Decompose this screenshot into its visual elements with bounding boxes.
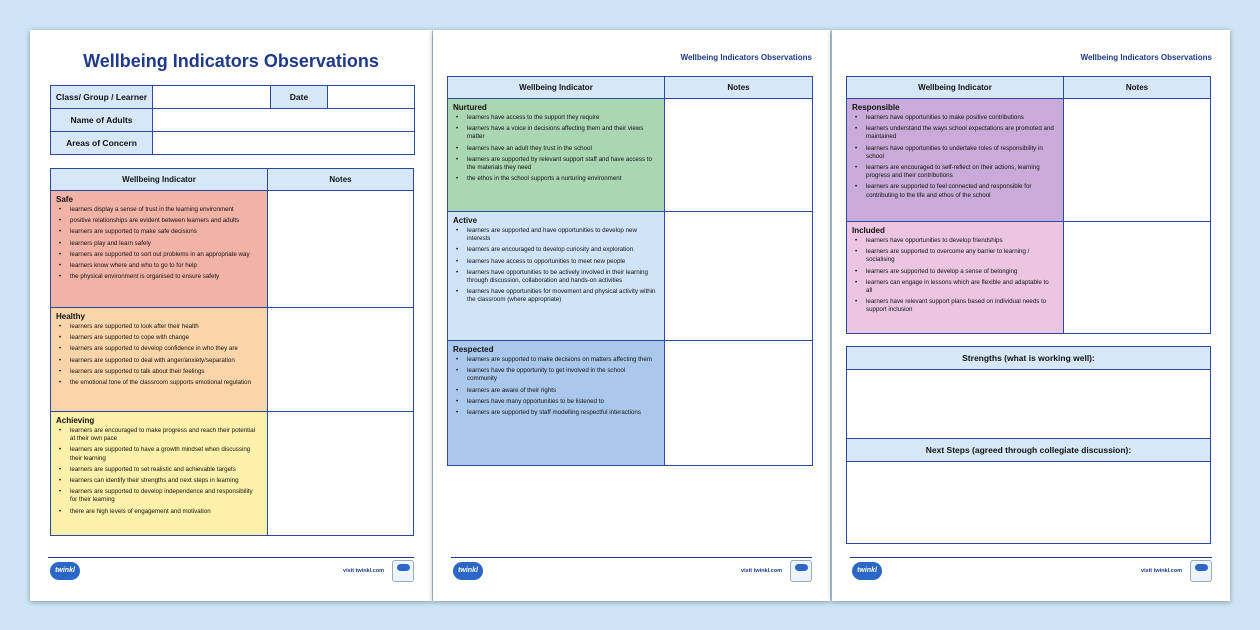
- indicator-header: Wellbeing Indicator: [448, 77, 665, 99]
- indicator-name: Healthy: [56, 312, 85, 321]
- indicator-content: [51, 191, 267, 281]
- indicator-list: [453, 227, 660, 305]
- list-item: • learners are encouraged to develop curiosity and exploration: [453, 246, 660, 254]
- list-item: • learners are encouraged to make progress and reach their potential at their own pace: [56, 427, 263, 443]
- notes-header: Notes: [665, 77, 813, 99]
- list-item: • positive relationships are evident between learners and adults: [56, 217, 263, 225]
- indicator-table: [846, 76, 1211, 334]
- list-item: • learners play and learn safely: [56, 240, 263, 248]
- indicator-table: [447, 76, 813, 466]
- header-title: Wellbeing Indicators Observations: [1080, 53, 1212, 62]
- indicator-cell: [51, 308, 268, 412]
- list-item: • learners are supported to make decisions on matters affecting them: [453, 356, 660, 364]
- list-item: • learners are supported to feel connected and responsible for contributing to the life and ethos of the school: [852, 183, 1059, 199]
- indicator-content: [448, 99, 664, 183]
- notes-header: Notes: [1064, 77, 1211, 99]
- concern-label: Areas of Concern: [51, 132, 153, 155]
- indicator-header: Wellbeing Indicator: [847, 77, 1064, 99]
- list-item: • the physical environment is organised to ensure safety: [56, 273, 263, 281]
- list-item: • learners are supported to set realistic and achievable targets: [56, 466, 263, 474]
- list-item: • learners have a voice in decisions affecting them and their views matter: [453, 125, 660, 141]
- list-item: • learners are supported to develop confidence in who they are: [56, 345, 263, 353]
- date-label: Date: [271, 86, 328, 109]
- indicator-content: [448, 212, 664, 305]
- list-item: • learners have the opportunity to get involved in the school community: [453, 367, 660, 383]
- indicator-name: Included: [852, 226, 885, 235]
- next-steps-field[interactable]: [847, 462, 1211, 544]
- indicator-row-nurtured: [448, 99, 813, 212]
- list-item: • learners are encouraged to self-reflect on their actions, learning progress and their contributions: [852, 164, 1059, 180]
- list-item: • learners have relevant support plans based on individual needs to support inclusion: [852, 298, 1059, 314]
- list-item: • learners are aware of their rights: [453, 387, 660, 395]
- indicator-name: Safe: [56, 195, 73, 204]
- quality-badge-icon: [1190, 560, 1212, 582]
- indicator-content: [51, 412, 267, 516]
- notes-field[interactable]: [665, 212, 813, 341]
- document-title: Wellbeing Indicators Observations: [83, 51, 379, 71]
- list-item: • learners have opportunities to undertake roles of responsibility in school: [852, 145, 1059, 161]
- adults-field[interactable]: [153, 109, 415, 132]
- indicator-list: [453, 114, 660, 183]
- quality-badge-icon: [790, 560, 812, 582]
- list-item: • learners have opportunities to make positive contributions: [852, 114, 1059, 122]
- indicator-row-responsible: [847, 99, 1211, 222]
- indicator-row-healthy: [51, 308, 414, 412]
- list-item: • learners are supported to look after their health: [56, 323, 263, 331]
- indicator-row-included: [847, 222, 1211, 334]
- list-item: • learners have opportunities for movement and physical activity within the classroom (where appropriate): [453, 288, 660, 304]
- list-item: • learners have opportunities to be actively involved in their learning through discussion, collaboration and hands-on activities: [453, 269, 660, 285]
- indicator-content: [847, 222, 1063, 315]
- indicator-list: [453, 356, 660, 417]
- list-item: • learners are supported to have a growth mindset when discussing their learning: [56, 446, 263, 462]
- list-item: • learners are supported to develop independence and responsibility for their learning: [56, 488, 263, 504]
- list-item: • learners are supported to deal with anger/anxiety/separation: [56, 357, 263, 365]
- footer-divider: [48, 557, 414, 558]
- list-item: • there are high levels of engagement and motivation: [56, 508, 263, 516]
- strengths-next-steps-table: [846, 346, 1211, 544]
- indicator-cell: [448, 341, 665, 466]
- indicator-cell: [448, 99, 665, 212]
- info-table: [50, 85, 415, 155]
- indicator-content: [847, 99, 1063, 200]
- class-label: Class/ Group / Learner: [51, 86, 153, 109]
- concern-field[interactable]: [153, 132, 415, 155]
- footer-divider: [451, 557, 812, 558]
- next-steps-label: Next Steps (agreed through collegiate discussion):: [847, 439, 1211, 462]
- footer-divider: [850, 557, 1212, 558]
- list-item: • learners have opportunities to develop friendships: [852, 237, 1059, 245]
- date-field[interactable]: [328, 86, 415, 109]
- page-1: [30, 30, 432, 601]
- page-3: [832, 30, 1230, 601]
- header-title: Wellbeing Indicators Observations: [680, 53, 812, 62]
- list-item: • learners have an adult they trust in the school: [453, 145, 660, 153]
- list-item: • learners are supported to cope with change: [56, 334, 263, 342]
- indicator-cell: [847, 99, 1064, 222]
- list-item: • learners can identify their strengths and next steps in learning: [56, 477, 263, 485]
- notes-field[interactable]: [268, 308, 414, 412]
- visit-link[interactable]: visit twinkl.com: [1141, 568, 1182, 574]
- header-row: [51, 169, 414, 191]
- indicator-row-active: [448, 212, 813, 341]
- list-item: • learners are supported to make safe decisions: [56, 228, 263, 236]
- indicator-name: Achieving: [56, 416, 95, 425]
- list-item: • learners have many opportunities to be listened to: [453, 398, 660, 406]
- indicator-header: Wellbeing Indicator: [51, 169, 268, 191]
- indicator-cell: [51, 191, 268, 308]
- indicator-content: [51, 308, 267, 387]
- strengths-field[interactable]: [847, 370, 1211, 439]
- indicator-name: Responsible: [852, 103, 900, 112]
- visit-link[interactable]: visit twinkl.com: [343, 568, 384, 574]
- list-item: • learners can engage in lessons which are flexible and adaptable to all: [852, 279, 1059, 295]
- notes-field[interactable]: [1064, 99, 1211, 222]
- indicator-list: [56, 206, 263, 281]
- list-item: • the emotional tone of the classroom supports emotional regulation: [56, 379, 263, 387]
- strengths-label: Strengths (what is working well):: [847, 347, 1211, 370]
- page-2: [433, 30, 830, 601]
- quality-badge-icon: [392, 560, 414, 582]
- twinkl-logo: twinkl: [852, 562, 882, 580]
- list-item: • learners are supported to overcome any barrier to learning / socialising: [852, 248, 1059, 264]
- list-item: • learners display a sense of trust in the learning environment: [56, 206, 263, 214]
- indicator-name: Nurtured: [453, 103, 487, 112]
- twinkl-logo: twinkl: [50, 562, 80, 580]
- indicator-row-respected: [448, 341, 813, 466]
- indicator-list: [56, 323, 263, 387]
- list-item: • learners have access to opportunities to meet new people: [453, 258, 660, 266]
- adults-label: Name of Adults: [51, 109, 153, 132]
- list-item: • learners are supported by staff modelling respectful interactions: [453, 409, 660, 417]
- notes-field[interactable]: [665, 341, 813, 466]
- indicator-list: [56, 427, 263, 516]
- indicator-name: Respected: [453, 345, 494, 354]
- indicator-list: [852, 114, 1059, 200]
- list-item: • learners are supported to talk about their feelings: [56, 368, 263, 376]
- indicator-cell: [847, 222, 1064, 334]
- list-item: • learners are supported to sort out problems in an appropriate way: [56, 251, 263, 259]
- notes-field[interactable]: [268, 412, 414, 536]
- list-item: • learners understand the ways school expectations are promoted and maintained: [852, 125, 1059, 141]
- visit-link[interactable]: visit twinkl.com: [741, 568, 782, 574]
- header-row: [448, 77, 813, 99]
- indicator-list: [852, 237, 1059, 315]
- notes-header: Notes: [268, 169, 414, 191]
- notes-field[interactable]: [268, 191, 414, 308]
- list-item: • learners have access to the support they require: [453, 114, 660, 122]
- list-item: • learners know where and who to go to for help: [56, 262, 263, 270]
- twinkl-logo: twinkl: [453, 562, 483, 580]
- class-field[interactable]: [153, 86, 271, 109]
- header-row: [847, 77, 1211, 99]
- notes-field[interactable]: [665, 99, 813, 212]
- list-item: • learners are supported and have opportunities to develop new interests: [453, 227, 660, 243]
- indicator-name: Active: [453, 216, 478, 225]
- list-item: • learners are supported by relevant support staff and have access to the materials they need: [453, 156, 660, 172]
- indicator-content: [448, 341, 664, 417]
- list-item: • learners are supported to develop a sense of belonging: [852, 268, 1059, 276]
- indicator-cell: [448, 212, 665, 341]
- indicator-row-safe: [51, 191, 414, 308]
- list-item: • the ethos in the school supports a nurturing environment: [453, 175, 660, 183]
- indicator-table: [50, 168, 414, 536]
- indicator-row-achieving: [51, 412, 414, 536]
- indicator-cell: [51, 412, 268, 536]
- notes-field[interactable]: [1064, 222, 1211, 334]
